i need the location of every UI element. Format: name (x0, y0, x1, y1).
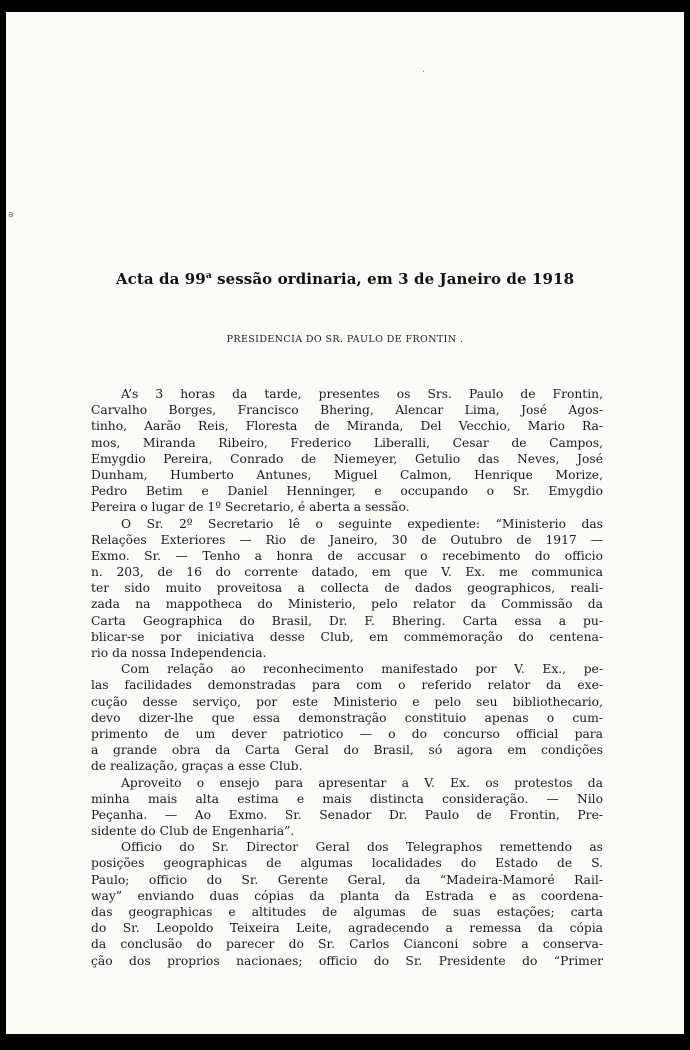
text-line: O Sr. 2º Secretario lê o seguinte expediente: “Ministerio das (121, 516, 603, 531)
text-line: Emygdio Pereira, Conrado de Niemeyer, Getulio das Neves, José (91, 451, 603, 466)
text-line: Exmo. Sr. — Tenho a honra de accusar o recebimento do officio (91, 548, 603, 563)
text-line: devo dizer-lhe que essa demonstração constituio apenas o cum- (91, 710, 603, 725)
title-main: Acta da 99 (115, 270, 206, 288)
text-line: Dunham, Humberto Antunes, Miguel Calmon, Henrique Morize, (91, 467, 603, 482)
title-rest: sessão ordinaria, em 3 de Janeiro de 1918 (211, 270, 575, 288)
text-line: blicar-se por iniciativa desse Club, em commemoração do centena- (91, 629, 603, 644)
top-speck: . (422, 64, 426, 75)
text-line: Carta Geographica do Brasil, Dr. F. Bhering. Carta essa a pu- (91, 613, 603, 628)
text-line: mos, Miranda Ribeiro, Frederico Liberalli, Cesar de Campos, (91, 435, 603, 450)
text-line: sidente do Club de Engenharia”. (91, 824, 295, 839)
text-line: A’s 3 horas da tarde, presentes os Srs. Paulo de Frontin, (121, 387, 603, 401)
presidency-line: PRESIDENCIA DO SR. PAULO DE FRONTIN . (226, 334, 464, 345)
text-line: ção dos proprios nacionaes; officio do Sr. Presidente do “Primer (91, 953, 603, 968)
page-title (6, 270, 684, 288)
text-line: ter sido muito proveitosa a collecta de dados geographicos, reali- (91, 581, 603, 596)
document-page (6, 12, 684, 1034)
text-line: das geographicas e altitudes de algumas de suas estações; carta (91, 905, 603, 919)
title-superscript: a (205, 271, 212, 281)
text-line: cução desse serviço, por este Ministerio e pelo seu bibliothecario, (91, 694, 603, 709)
text-line: a grande obra da Carta Geral do Brasil, só agora em condições (91, 743, 603, 758)
text-line: Relações Exteriores — Rio de Janeiro, 30 de Outubro de 1917 — (91, 532, 603, 547)
text-line: Pedro Betim e Daniel Henninger, e occupando o Sr. Emygdio (91, 484, 603, 499)
text-line: las facilidades demonstradas para com o referido relator da exe- (91, 678, 603, 693)
text-line: de realização, graças a esse Club. (91, 759, 303, 774)
text-line: Com relação ao reconhecimento manifestado por V. Ex., pe- (121, 662, 603, 677)
text-line: rio da nossa Independencia. (91, 646, 267, 660)
text-line: n. 203, de 16 do corrente datado, em que V. Ex. me communica (91, 565, 603, 580)
text-line: Peçanha. — Ao Exmo. Sr. Senador Dr. Paulo de Frontin, Pre- (91, 807, 603, 822)
text-line: do Sr. Leopoldo Teixeira Leite, agradecendo a remessa da cópia (91, 921, 603, 936)
text-line: posições geographicas de algumas localidades do Estado de S. (91, 856, 603, 871)
margin-mark: a (8, 210, 14, 220)
text-line: minha mais alta estima e mais distincta consideração. — Nilo (91, 791, 603, 806)
body-text (91, 386, 603, 969)
text-line: zada na mappotheca do Ministerio, pelo relator da Commissão da (91, 597, 603, 612)
text-line: tinho, Aarão Reis, Floresta de Miranda, Del Vecchio, Mario Ra- (91, 419, 603, 434)
text-line: primento de um dever patriotico — o do concurso official para (91, 726, 603, 741)
text-line: Paulo; officio do Sr. Gerente Geral, da “Madeira-Mamoré Rail- (91, 872, 603, 887)
text-line: Pereira o lugar de 1º Secretario, é aberta a sessão. (91, 500, 410, 515)
text-line: Carvalho Borges, Francisco Bhering, Alencar Lima, José Agos- (91, 403, 603, 418)
text-line: da conclusão do parecer do Sr. Carlos Cianconi sobre a conserva- (91, 937, 603, 952)
text-line: Aproveito o ensejo para apresentar a V. Ex. os protestos da (121, 775, 603, 790)
text-line: way” enviando duas cópias da planta da Estrada e as coordena- (91, 888, 603, 903)
text-line: Officio do Sr. Director Geral dos Telegraphos remettendo as (121, 840, 603, 855)
